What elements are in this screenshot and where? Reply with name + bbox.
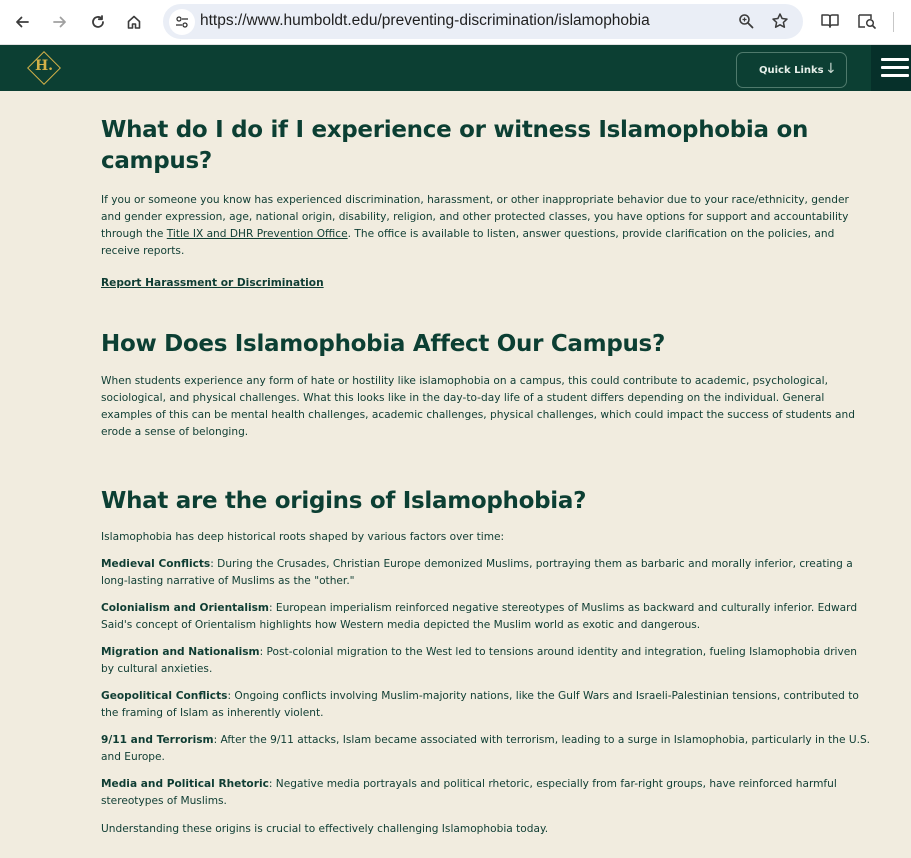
support-paragraph: If you or someone you know has experienced discrimination, harassment, or other inappropriate behavior due to your race/ethnicity, gender and gender expression, age, national origin, disability, religion, and other protected classes, you have options for support and accountability through the Title IX and DHR Prevention Office. The office is available to listen, answer questions, provide clarification on the policies, and receive reports. <box>101 194 849 257</box>
hamburger-bar-icon <box>881 66 909 69</box>
forward-icon[interactable] <box>46 8 74 36</box>
campus-effect-paragraph: When students experience any form of hate or hostility like islamophobia on a campus, this could contribute to academic, psychological, sociological, and physical challenges. What this looks like in the day-to-day life of a student differs depending on the individual. General examples of this can be mental health challenges, academic challenges, physical challenges, which could impact the success of students and erode a sense of belonging. <box>101 375 855 438</box>
home-icon[interactable] <box>120 8 148 36</box>
hamburger-menu-button[interactable] <box>871 45 911 91</box>
browser-toolbar <box>0 0 911 45</box>
reading-mode-icon[interactable] <box>818 10 842 32</box>
hamburger-bar-icon <box>881 58 909 61</box>
origin-item: Colonialism and Orientalism: European imperialism reinforced negative stereotypes of Muslims as backward and culturally inferior. Edward Said's concept of Orientalism highlights how Western media depicted the Muslim world as exotic and dangerous. <box>101 602 858 631</box>
quick-links-label: Quick Links <box>759 64 824 76</box>
arrow-down-icon: ↓ <box>825 61 837 77</box>
quick-links-button[interactable] <box>736 52 847 88</box>
origin-item: Migration and Nationalism: Post-colonial migration to the West led to tensions around identity and integration, fueling Islamophobia driven by cultural anxieties. <box>101 646 857 675</box>
section-what-to-do <box>101 115 871 290</box>
section-campus-effect <box>101 329 871 441</box>
title-ix-office-link[interactable]: Title IX and DHR Prevention Office <box>166 228 348 240</box>
toolbar-divider <box>893 12 894 32</box>
reload-icon[interactable] <box>84 8 112 36</box>
section-heading: What are the origins of Islamophobia? <box>101 488 587 514</box>
hamburger-bar-icon <box>881 74 909 77</box>
site-info-icon[interactable] <box>169 9 195 35</box>
lens-search-icon[interactable] <box>855 10 879 32</box>
origins-intro: Islamophobia has deep historical roots shaped by various factors over time: <box>101 531 505 543</box>
section-heading: What do I do if I experience or witness Islamophobia on campus? <box>101 117 809 174</box>
bookmark-star-icon[interactable] <box>768 9 792 33</box>
zoom-icon[interactable] <box>735 10 757 32</box>
origin-item: Geopolitical Conflicts: Ongoing conflicts involving Muslim-majority nations, like the Gulf Wars and Israeli-Palestinian tensions, contributed to the framing of Islam as inherently violent. <box>101 690 859 719</box>
origin-item: Medieval Conflicts: During the Crusades, Christian Europe demonized Muslims, portraying them as barbaric and morally inferior, creating a long-lasting narrative of Muslims as the "other." <box>101 558 853 587</box>
back-icon[interactable] <box>8 8 36 36</box>
origin-item: Media and Political Rhetoric: Negative media portrayals and political rhetoric, especially from far-right groups, have reinforced harmful stereotypes of Muslims. <box>101 778 837 807</box>
report-harassment-link[interactable]: Report Harassment or Discrimination <box>101 277 324 289</box>
section-origins <box>101 486 871 838</box>
address-bar[interactable] <box>163 4 803 39</box>
section-heading: How Does Islamophobia Affect Our Campus? <box>101 331 665 357</box>
origins-conclusion: Understanding these origins is crucial to effectively challenging Islamophobia today. <box>101 823 549 835</box>
site-header <box>0 45 911 91</box>
origin-item: 9/11 and Terrorism: After the 9/11 attacks, Islam became associated with terrorism, leading to a surge in Islamophobia, particularly in the U.S. and Europe. <box>101 734 871 763</box>
url-text[interactable]: https://www.humboldt.edu/preventing-discrimination/islamophobia <box>200 12 650 29</box>
main-content <box>101 115 871 838</box>
logo-letter: H. <box>34 58 54 74</box>
humboldt-logo[interactable] <box>27 51 61 85</box>
